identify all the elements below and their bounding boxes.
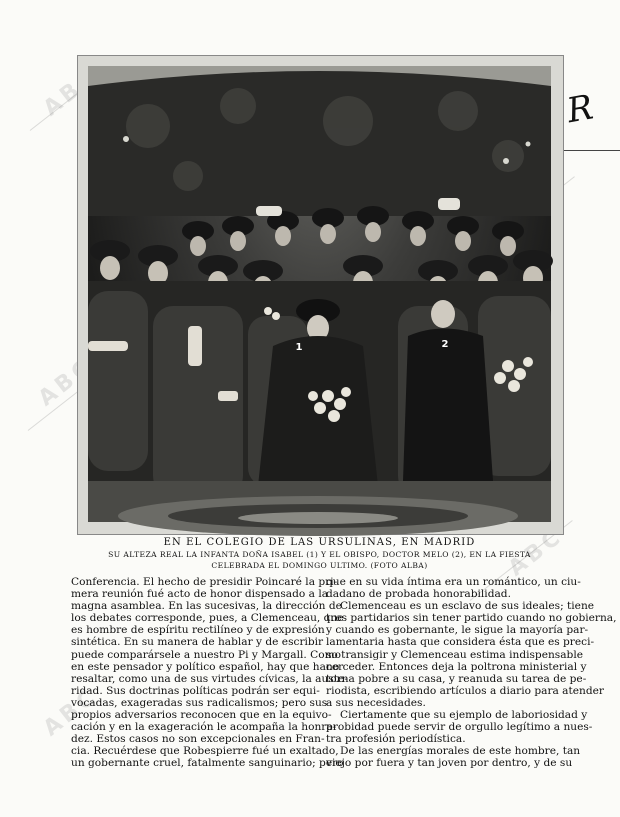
figure-marker-1: 1 <box>295 342 303 353</box>
text-line: magna asamblea. En las sucesivas, la dirección de <box>71 600 342 613</box>
text-line: Conferencia. El hecho de presidir Poincaré la pri- <box>71 576 338 588</box>
watermark: ABC <box>503 523 569 582</box>
text-line: probidad puede servir de orgullo legítimo a nues- <box>326 721 593 734</box>
watermark: ABC <box>38 63 104 122</box>
watermark: ABC <box>33 353 99 412</box>
photo-caption-subtitle <box>77 549 562 571</box>
text-line: ridad. Sus doctrinas políticas podrán ser equi- <box>71 684 320 697</box>
caption-line: SU ALTEZA REAL LA INFANTA DOÑA ISABEL (1) Y EL OBISPO, DOCTOR MELO (2), EN LA FIESTA <box>108 550 531 559</box>
text-line: viejo por fuera y tan joven por dentro, y de su <box>326 757 573 770</box>
text-line: no ceder. Entonces deja la poltrona ministerial y <box>326 660 587 673</box>
text-line: cación y en la exageración le acompaña la honra- <box>71 721 337 734</box>
text-line: un gobernante cruel, fatalmente sanguinario; pero <box>71 757 344 770</box>
text-line: mera reunión fué acto de honor dispensado a la <box>71 588 329 601</box>
text-line: so transigir y Clemenceau estima indispensable <box>326 648 583 661</box>
watermark: ABC <box>38 683 104 742</box>
text-line: riodista, escribiendo artículos a diario para atender <box>326 684 604 697</box>
text-line: Clemenceau es un esclavo de sus ideales; tiene <box>340 600 595 613</box>
text-line: tra profesión periodística. <box>326 733 466 746</box>
article-body <box>71 576 617 806</box>
article-column-right <box>326 576 617 806</box>
text-line: dadano de probada honorabilidad. <box>326 588 511 601</box>
text-line: De las energías morales de este hombre, tan <box>340 745 581 758</box>
text-line: los debates corresponde, pues, a Clemenceau, que <box>71 612 344 625</box>
text-line: es hombre de espíritu rectilíneo y de expresión <box>71 624 325 637</box>
text-line: vocadas, exageradas sus radicalismos; pero sus <box>71 696 328 709</box>
photo-frame <box>77 55 564 535</box>
article-column-left <box>71 576 348 806</box>
handwritten-mark: R <box>563 87 597 132</box>
photo-illustration <box>88 66 551 522</box>
text-line: tres partidarios sin tener partido cuando no gobierna, <box>326 612 617 625</box>
text-line: lamentaria hasta que considera ésta que es preci- <box>326 636 595 649</box>
text-line: torna pobre a su casa, y reanuda su tarea de pe- <box>326 672 587 685</box>
text-line: puede comparársele a nuestro Pi y Margall. Como <box>71 648 342 661</box>
text-line: y cuando es gobernante, le sigue la mayoría par- <box>326 624 589 637</box>
caption-line: CELEBRADA EL DOMINGO ULTIMO. (FOTO ALBA) <box>211 561 428 570</box>
text-line: resaltar, como una de sus virtudes cívicas, la auste- <box>71 672 348 685</box>
margin-rule <box>560 150 620 151</box>
text-line: a sus necesidades. <box>326 696 426 709</box>
text-line: sintética. En su manera de hablar y de escribir <box>71 636 324 649</box>
text-line: en este pensador y político español, hay que hacer <box>71 660 344 673</box>
photo-caption-title: EN EL COLEGIO DE LAS URSULINAS, EN MADRID <box>163 537 476 548</box>
text-line: que en su vida íntima era un romántico, un ciu- <box>326 576 581 588</box>
text-line: propios adversarios reconocen que en la equivo- <box>71 709 332 722</box>
text-line: dez. Estos casos no son excepcionales en Fran- <box>71 733 325 746</box>
group-photograph <box>88 66 551 522</box>
text-line: cia. Recuérdese que Robespierre fué un exaltado, <box>71 745 339 758</box>
text-line: Ciertamente que su ejemplo de laboriosidad y <box>340 709 588 722</box>
figure-marker-2: 2 <box>441 339 449 350</box>
